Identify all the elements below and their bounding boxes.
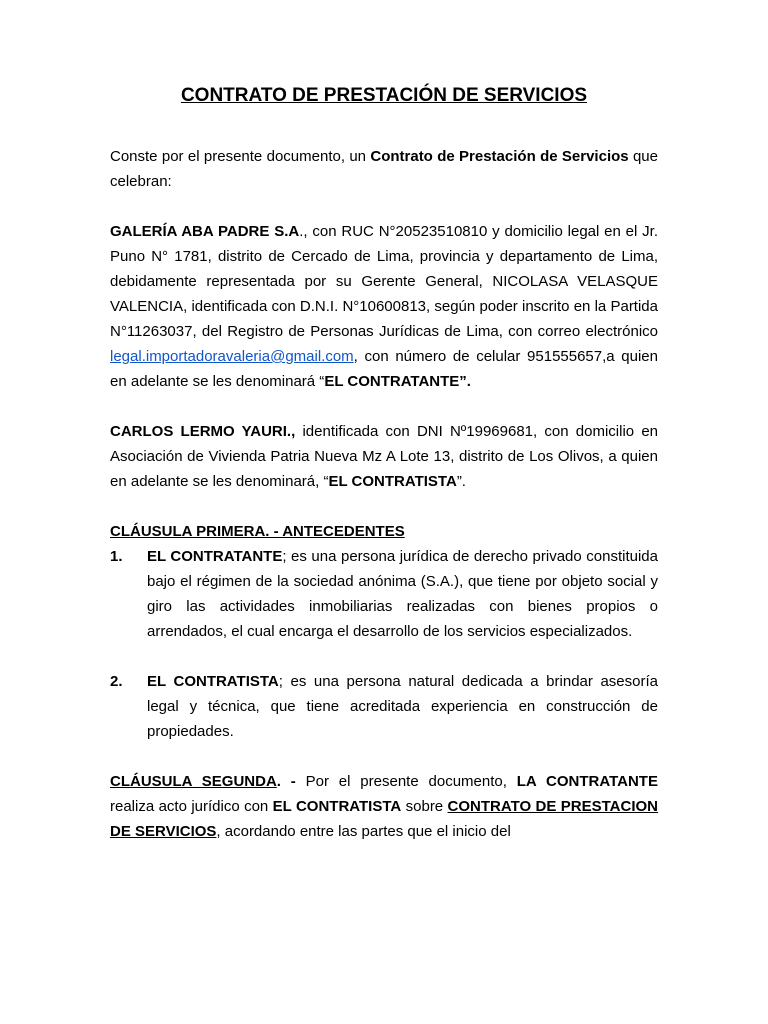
item-body: ; es una persona jurídica de derecho privado constituida bajo el régimen de la sociedad anónima (S.A.), que tiene por objeto social y giro las actividades inmobiliarias realizadas con bienes propios o arrendados, el cual encarga el desarrollo de los servicios especializados.: [147, 548, 658, 640]
contract-type: Contrato de Prestación de Servicios: [370, 148, 629, 165]
party2-name: CARLOS LERMO YAURI.,: [110, 423, 296, 440]
clause1-item-1: [110, 544, 658, 644]
party2-text1: identificada con DNI Nº19969681, con domicilio en Asociación de Vivienda Patria Nueva Mz A Lote 13, distrito de Los Olivos, a quien en adelante se les denominará, “: [110, 423, 659, 490]
clause2-text1: Por el presente documento,: [295, 773, 517, 790]
clause2-dash: . -: [276, 773, 296, 790]
item-number: 1.: [110, 548, 123, 565]
clause1-heading: CLÁUSULA PRIMERA. - ANTECEDENTES: [110, 523, 405, 540]
clause2-paragraph: [110, 769, 658, 844]
item-text: [147, 544, 658, 644]
clause2-bold1: LA CONTRATANTE: [516, 773, 658, 790]
clause2-text4: , acordando entre las partes que el inicio del: [216, 823, 511, 840]
item-subject: EL CONTRATISTA: [147, 673, 279, 690]
intro-paragraph: [110, 144, 658, 194]
party1-text1: ., con RUC N°20523510810 y domicilio legal en el Jr. Puno N° 1781, distrito de Cercado de Lima, provincia y departamento de Lima, debidamente representada por su Gerente General, NICOLASA VELASQUE VALENCIA, identificada con D.N.I. N°10600813, según poder inscrito en la Partida N°11263037, del Registro de Personas Jurídicas de Lima, con correo electrónico: [110, 223, 659, 340]
party1-name: GALERÍA ABA PADRE S.A: [110, 223, 300, 240]
party2-designation: EL CONTRATISTA: [328, 473, 457, 490]
party2-paragraph: [110, 419, 658, 494]
clause2-text3: sobre: [401, 798, 448, 815]
intro-text-pre: Conste por el presente documento, un: [110, 148, 371, 165]
item-number: 2.: [110, 673, 123, 690]
item-body: ; es una persona natural dedicada a brindar asesoría legal y técnica, que tiene acreditada experiencia en construcción de propiedades.: [147, 673, 658, 740]
email-link[interactable]: legal.importadoravaleria@gmail.com: [110, 348, 354, 365]
party2-text2: ”.: [456, 473, 466, 490]
document-title: CONTRATO DE PRESTACIÓN DE SERVICIOS: [180, 85, 588, 106]
intro-text-post: que celebran:: [110, 148, 658, 190]
party1-paragraph: [110, 219, 658, 394]
clause1-item-2: [110, 669, 658, 744]
clause2-bold3: CONTRATO DE PRESTACION DE SERVICIOS: [110, 798, 659, 840]
party1-text2: , con número de celular 951555657,a quien en adelante se les denominará “: [110, 348, 658, 390]
clause2-text2: realiza acto jurídico con: [110, 798, 273, 815]
party1-designation: EL CONTRATANTE”.: [324, 373, 471, 390]
item-text: [147, 669, 658, 744]
clause2-heading: CLÁUSULA SEGUNDA: [110, 773, 277, 790]
item-subject: EL CONTRATANTE: [147, 548, 283, 565]
clause2-bold2: EL CONTRATISTA: [272, 798, 402, 815]
